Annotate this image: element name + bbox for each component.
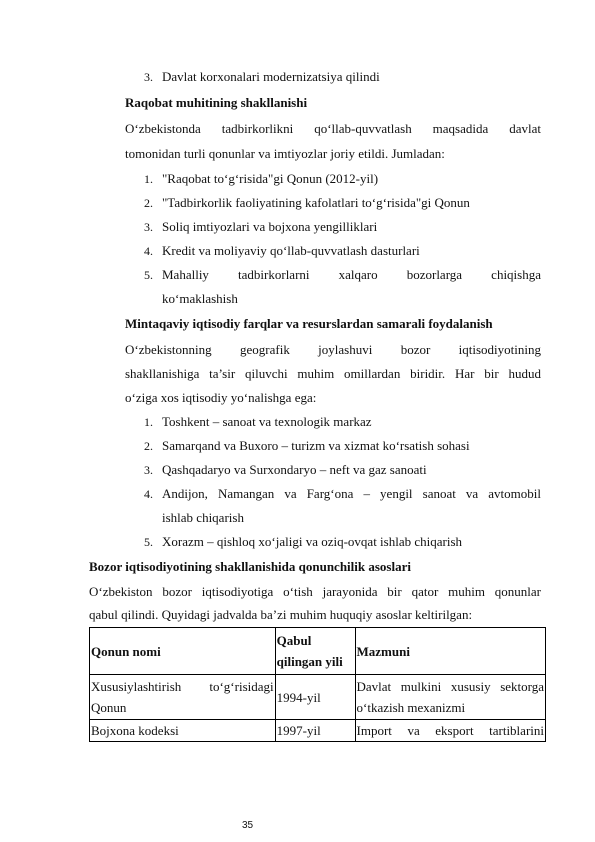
list-number: 2. xyxy=(144,196,153,210)
cell-text: 1994-yil xyxy=(276,689,321,705)
cell-text: Import va eksport tartiblarini xyxy=(356,723,544,738)
header-label: Mazmuni xyxy=(356,643,410,659)
table-header-row xyxy=(90,628,546,675)
paragraph-line: O‘zbekistonda tadbirkorlikni qo‘llab-quvvatlash maqsadida davlat xyxy=(125,121,541,136)
list-number: 1. xyxy=(144,415,153,429)
list-number: 4. xyxy=(144,487,153,501)
cell-text: o‘tkazish mexanizmi xyxy=(356,700,466,715)
header-cell xyxy=(355,628,546,675)
header-label: Qonun nomi xyxy=(91,643,161,659)
header-label: Qabul xyxy=(276,633,312,648)
list-item: Kredit va moliyaviy qo‘llab-quvvatlash dasturlari xyxy=(162,243,420,258)
paragraph-line: shakllanishiga ta’sir qiluvchi muhim omillardan biridir. Har bir hudud xyxy=(125,366,541,381)
header-cell xyxy=(90,628,276,675)
list-number: 5. xyxy=(144,535,153,549)
list-item: Mahalliy tadbirkorlarni xalqaro bozorlarga chiqishga xyxy=(162,267,541,282)
paragraph-line: tomonidan turli qonunlar va imtiyozlar joriy etildi. Jumladan: xyxy=(125,146,445,161)
list-item: "Raqobat to‘g‘risida"gi Qonun (2012-yil) xyxy=(162,171,379,186)
paragraph-line: O‘zbekistonning geografik joylashuvi bozor iqtisodiyotining xyxy=(125,342,541,357)
cell-text: 1997-yil xyxy=(276,723,321,738)
list-item: Samarqand va Buxoro – turizm va xizmat ko‘rsatish sohasi xyxy=(162,438,470,453)
list-item-continuation: ko‘maklashish xyxy=(162,291,238,306)
cell-text: Bojxona kodeksi xyxy=(91,723,179,738)
table-cell xyxy=(275,720,355,742)
list-item: Soliq imtiyozlari va bojxona yengilliklari xyxy=(162,219,378,234)
table-cell xyxy=(355,675,546,720)
paragraph-line: O‘zbekiston bozor iqtisodiyotiga o‘tish jarayonida bir qator muhim qonunlar xyxy=(89,584,541,599)
cell-text: Davlat mulkini xususiy sektorga xyxy=(356,679,544,694)
table-cell xyxy=(355,720,546,742)
cell-text: Qonun xyxy=(91,700,127,715)
list-item: Xorazm – qishloq xo‘jaligi va oziq-ovqat ishlab chiqarish xyxy=(162,534,463,549)
list-item: Qashqadaryo va Surxondaryo – neft va gaz sanoati xyxy=(162,462,427,477)
cell-text: Xususiylashtirish to‘g‘risidagi xyxy=(91,679,274,694)
table-cell xyxy=(275,675,355,720)
laws-table xyxy=(89,627,546,742)
header-cell xyxy=(275,628,355,675)
header-label: qilingan yili xyxy=(276,654,343,669)
table-row xyxy=(90,720,546,742)
list-number: 3. xyxy=(144,70,153,84)
list-number: 3. xyxy=(144,220,153,234)
list-number: 3. xyxy=(144,463,153,477)
page-number: 35 xyxy=(242,820,254,831)
table-cell xyxy=(90,720,276,742)
section-heading: Raqobat muhitining shakllanishi xyxy=(125,95,308,110)
table-cell xyxy=(90,675,276,720)
paragraph-line: o‘ziga xos iqtisodiy yo‘nalishga ega: xyxy=(125,390,317,405)
list-number: 4. xyxy=(144,244,153,258)
section-heading: Mintaqaviy iqtisodiy farqlar va resurslardan samarali foydalanish xyxy=(125,316,493,331)
list-item: Andijon, Namangan va Farg‘ona – yengil sanoat va avtomobil xyxy=(162,486,541,501)
list-item: Toshkent – sanoat va texnologik markaz xyxy=(162,414,372,429)
list-number: 5. xyxy=(144,268,153,282)
paragraph-line: qabul qilindi. Quyidagi jadvalda ba’zi muhim huquqiy asoslar keltirilgan: xyxy=(89,607,473,622)
list-number: 2. xyxy=(144,439,153,453)
list-item: "Tadbirkorlik faoliyatining kafolatlari to‘g‘risida"gi Qonun xyxy=(162,195,470,210)
list-number: 1. xyxy=(144,172,153,186)
section-heading: Bozor iqtisodiyotining shakllanishida qonunchilik asoslari xyxy=(89,559,411,574)
list-item: Davlat korxonalari modernizatsiya qilindi xyxy=(162,69,380,84)
table-row xyxy=(90,675,546,720)
list-item-continuation: ishlab chiqarish xyxy=(162,510,244,525)
